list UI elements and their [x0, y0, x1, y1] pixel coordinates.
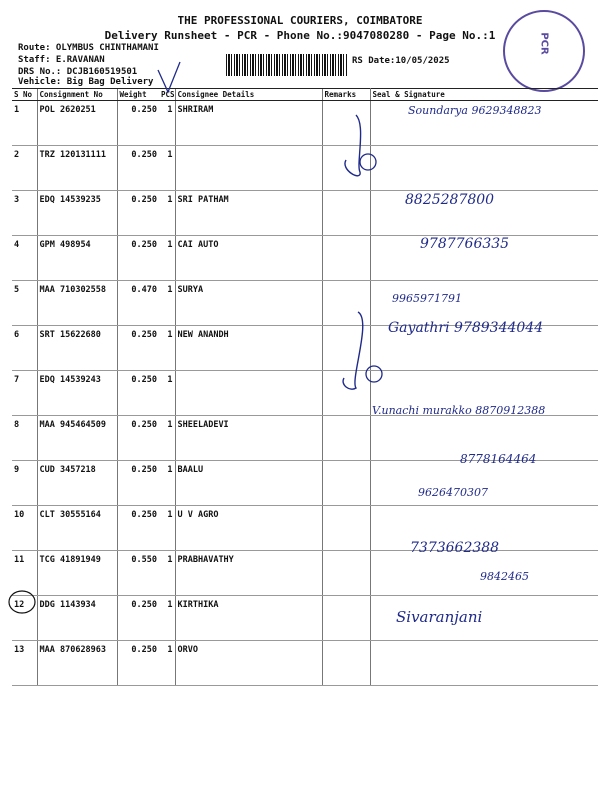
- cell-consignment: EDQ 14539235: [37, 191, 117, 236]
- cell-pcs: 1: [159, 191, 175, 236]
- cell-pcs: 1: [159, 506, 175, 551]
- cell-consignee: SRI PATHAM: [175, 191, 322, 236]
- col-weight: Weight: [117, 89, 159, 101]
- cell-consignee: SHRIRAM: [175, 101, 322, 146]
- cell-pcs: 1: [159, 371, 175, 416]
- pen-bracket-mark: [345, 115, 361, 176]
- signature-row-10: 9626470307: [418, 486, 488, 499]
- cell-pcs: 1: [159, 326, 175, 371]
- cell-consignment: TCG 41891949: [37, 551, 117, 596]
- cell-weight: 0.250: [117, 371, 159, 416]
- cell-pcs: 1: [159, 281, 175, 326]
- vehicle-label: Vehicle: Big Bag Delivery: [18, 77, 154, 87]
- cell-consignment: POL 2620251: [37, 101, 117, 146]
- drs-number: DRS No.: DCJB160519501: [18, 67, 138, 77]
- cell-pcs: 1: [159, 101, 175, 146]
- staff-label: Staff: E.RAVANAN: [18, 55, 105, 65]
- cell-sno: 10: [12, 506, 37, 551]
- col-pcs: PCS: [161, 90, 175, 99]
- cell-weight: 0.250: [117, 506, 159, 551]
- cell-weight: 0.250: [117, 146, 159, 191]
- cell-sno: 9: [12, 461, 37, 506]
- cell-sno: 2: [12, 146, 37, 191]
- pen-circle-mark: [366, 366, 382, 382]
- signature-row-8: V.unachi murakko 8870912388: [372, 404, 546, 417]
- cell-sno: 5: [12, 281, 37, 326]
- signature-row-5: 9965971791: [392, 292, 462, 305]
- cell-consignee: CAI AUTO: [175, 236, 322, 281]
- cell-weight: 0.550: [117, 551, 159, 596]
- cell-weight: 0.250: [117, 596, 159, 641]
- cell-consignment: MAA 870628963: [37, 641, 117, 686]
- company-stamp: PCR: [503, 10, 585, 92]
- cell-sno: 12: [12, 596, 37, 641]
- cell-pcs: 1: [159, 551, 175, 596]
- cell-consignment: SRT 15622680: [37, 326, 117, 371]
- signature-row-13: Sivaranjani: [396, 608, 483, 626]
- cell-weight: 0.250: [117, 416, 159, 461]
- cell-consignee: SURYA: [175, 281, 322, 326]
- cell-consignment: TRZ 120131111: [37, 146, 117, 191]
- col-consignment: Consignment No: [37, 89, 117, 101]
- cell-pcs: 1: [159, 146, 175, 191]
- cell-consignment: MAA 945464509: [37, 416, 117, 461]
- cell-sno: 3: [12, 191, 37, 236]
- cell-consignment: DDG 1143934: [37, 596, 117, 641]
- cell-consignee: BAALU: [175, 461, 322, 506]
- cell-sno: 7: [12, 371, 37, 416]
- cell-sno: 11: [12, 551, 37, 596]
- signature-row-1: Soundarya 9629348823: [408, 104, 542, 117]
- cell-weight: 0.250: [117, 191, 159, 236]
- cell-consignee: NEW ANANDH: [175, 326, 322, 371]
- col-consignee: Consignee Details: [175, 89, 322, 101]
- cell-consignment: MAA 710302558: [37, 281, 117, 326]
- col-remarks: Remarks: [322, 89, 370, 101]
- cell-pcs: 1: [159, 236, 175, 281]
- cell-weight: 0.250: [117, 236, 159, 281]
- company-title: THE PROFESSIONAL COURIERS, COIMBATORE: [177, 14, 423, 27]
- rs-date: RS Date:10/05/2025: [352, 56, 450, 66]
- cell-pcs: 1: [159, 596, 175, 641]
- cell-consignee: U V AGRO: [175, 506, 322, 551]
- signature-row-9: 8778164464: [460, 452, 537, 466]
- signature-row-6: Gayathri 9789344044: [388, 320, 544, 336]
- cell-sno: 6: [12, 326, 37, 371]
- cell-consignment: GPM 498954: [37, 236, 117, 281]
- col-signature: Seal & Signature: [370, 89, 598, 101]
- cell-sno: 4: [12, 236, 37, 281]
- cell-sno: 1: [12, 101, 37, 146]
- signature-row-4: 9787766335: [420, 236, 510, 252]
- cell-consignee: KIRTHIKA: [175, 596, 322, 641]
- pen-circle-mark: [360, 154, 376, 170]
- row-13-circle-mark: [9, 591, 35, 613]
- cell-consignment: CUD 3457218: [37, 461, 117, 506]
- col-sno: S No: [12, 89, 37, 101]
- cell-pcs: 1: [159, 461, 175, 506]
- cell-weight: 0.250: [117, 326, 159, 371]
- cell-weight: 0.250: [117, 641, 159, 686]
- cell-sno: 13: [12, 641, 37, 686]
- cell-weight: 0.250: [117, 461, 159, 506]
- cell-weight: 0.470: [117, 281, 159, 326]
- signature-row-11: 7373662388: [410, 540, 500, 556]
- signature-row-12: 9842465: [480, 570, 529, 583]
- cell-consignment: EDQ 14539243: [37, 371, 117, 416]
- cell-consignee: SHEELADEVI: [175, 416, 322, 461]
- cell-weight: 0.250: [117, 101, 159, 146]
- route-label: Route: OLYMBUS CHINTHAMANI: [18, 43, 159, 53]
- runsheet-subtitle: Delivery Runsheet - PCR - Phone No.:9047080280 - Page No.:1: [104, 29, 496, 42]
- pen-bracket-mark: [343, 312, 363, 389]
- cell-pcs: 1: [159, 416, 175, 461]
- cell-pcs: 1: [159, 641, 175, 686]
- cell-sno: 8: [12, 416, 37, 461]
- cell-consignee: PRABHAVATHY: [175, 551, 322, 596]
- cell-consignment: CLT 30555164: [37, 506, 117, 551]
- cell-consignee: ORVO: [175, 641, 322, 686]
- pen-tick-mark: [158, 62, 180, 92]
- signature-row-3: 8825287800: [405, 192, 495, 208]
